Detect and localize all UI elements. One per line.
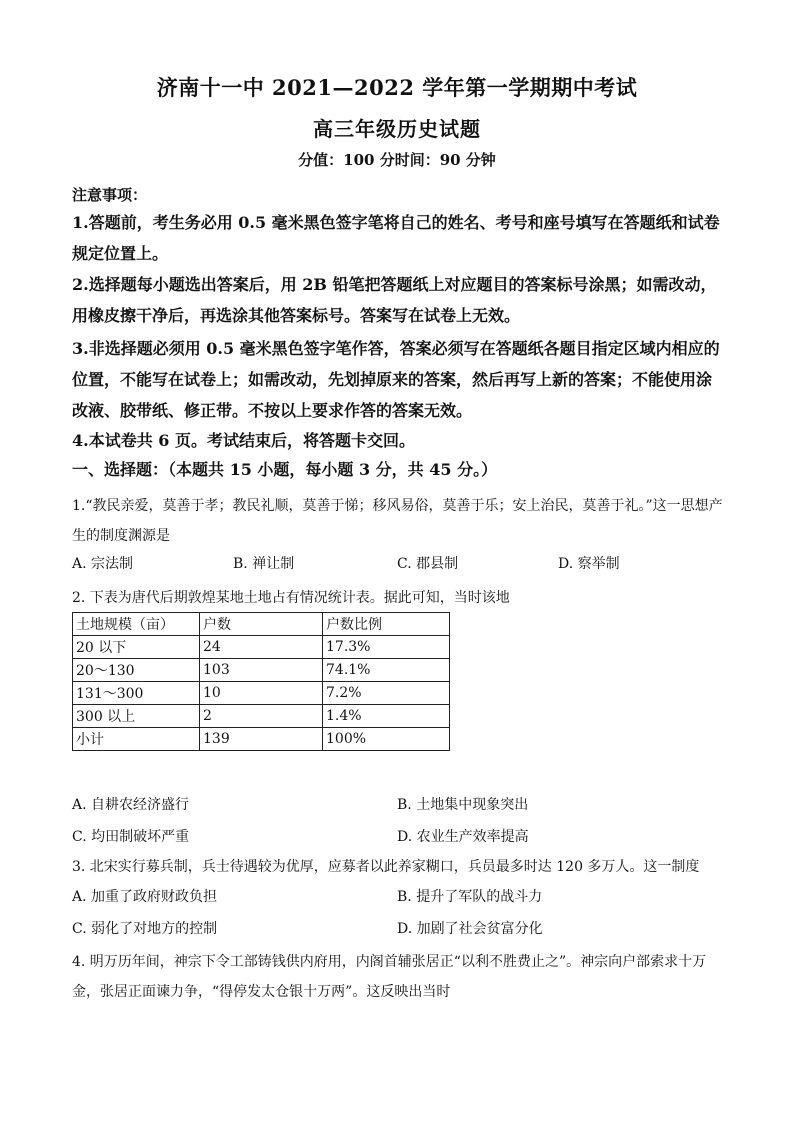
table-cell: 1.4% [323,705,450,728]
question-3-option-b: B. 提升了军队的战斗力 [397,889,543,905]
table-row [73,705,450,728]
question-2-option-c: C. 均田制破坏严重 [72,829,190,845]
table-header-cell: 土地规模（亩） [73,613,200,636]
question-3-option-a: A. 加重了政府财政负担 [72,889,218,905]
table-cell: 7.2% [323,682,450,705]
table-cell: 139 [200,728,323,751]
notice-item-1: 1.答题前，考生务必用 0.5 毫米黑色签字笔将自己的姓名、考号和座号填写在答题纸和试卷规定位置上。 [72,213,720,263]
table-header-cell: 户数 [200,613,323,636]
table-header-row [73,613,450,636]
table-row [73,728,450,751]
table-row [73,659,450,682]
question-2-option-d: D. 农业生产效率提高 [397,829,529,845]
question-4-stem: 4. 明万历年间，神宗下令工部铸钱供内府用，内阁首辅张居正“以利不胜费止之”。神宗向户部索求十万金，张居正面谏力争，“得停发太仓银十万两”。这反映出当时 [72,954,707,1000]
land-table [72,612,450,751]
table-cell: 20～130 [73,659,200,682]
question-1-options [72,553,724,579]
table-cell: 103 [200,659,323,682]
table-row [73,682,450,705]
exam-title: 济南十一中 2021—2022 学年第一学期期中考试 [156,75,638,100]
question-2-stem: 2. 下表为唐代后期敦煌某地土地占有情况统计表。据此可知，当时该地 [72,590,510,606]
question-2-option-a: A. 自耕农经济盛行 [72,797,190,813]
question-2-options-row-1 [72,794,724,820]
question-3-options-row-2 [72,918,724,944]
notice-item-2: 2.选择题每小题选出答案后，用 2B 铅笔把答题纸上对应题目的答案标号涂黑；如需改动，用橡皮擦干净后，再选涂其他答案标号。答案写在试卷上无效。 [72,275,717,325]
table-cell: 300 以上 [73,705,200,728]
table-cell: 20 以下 [73,636,200,659]
score-time: 分值：100 分时间：90 分钟 [298,151,496,169]
table-cell: 2 [200,705,323,728]
question-1-option-b: B. 禅让制 [233,556,295,572]
question-3-option-c: C. 弱化了对地方的控制 [72,921,218,937]
question-1-option-d: D. 察举制 [558,556,620,572]
table-header-cell: 户数比例 [323,613,450,636]
question-2-option-b: B. 土地集中现象突出 [397,797,529,813]
question-2-options-row-2 [72,826,724,852]
notice-heading: 注意事项： [72,186,148,204]
notice-item-4: 4.本试卷共 6 页。考试结束后，将答题卡交回。 [72,431,415,450]
table-cell: 24 [200,636,323,659]
question-1-stem: 1.“教民亲爱，莫善于孝；教民礼顺，莫善于悌；移风易俗，莫善于乐；安上治民，莫善于礼。”这一思想产生的制度渊源是 [72,498,723,544]
table-cell: 小计 [73,728,200,751]
table-cell: 131～300 [73,682,200,705]
table-row [73,636,450,659]
question-3-option-d: D. 加剧了社会贫富分化 [397,921,543,937]
notice-item-3: 3.非选择题必须用 0.5 毫米黑色签字笔作答，答案必须写在答题纸各题目指定区域内相应的位置，不能写在试卷上；如需改动，先划掉原来的答案，然后再写上新的答案；不能使用涂改液、胶带纸、修正带。不按以上要求作答的答案无效。 [72,339,720,420]
table-cell: 74.1% [323,659,450,682]
exam-subtitle: 高三年级历史试题 [313,117,481,141]
question-1-option-c: C. 郡县制 [397,556,459,572]
table-cell: 10 [200,682,323,705]
table-cell: 17.3% [323,636,450,659]
question-3-stem: 3. 北宋实行募兵制，兵士待遇较为优厚，应募者以此养家糊口，兵员最多时达 120 多万人。这一制度 [72,859,700,875]
section-heading: 一、选择题：（本题共 15 小题，每小题 3 分，共 45 分。） [72,460,498,479]
question-3-options-row-1 [72,886,724,912]
question-1-option-a: A. 宗法制 [72,556,134,572]
table-cell: 100% [323,728,450,751]
